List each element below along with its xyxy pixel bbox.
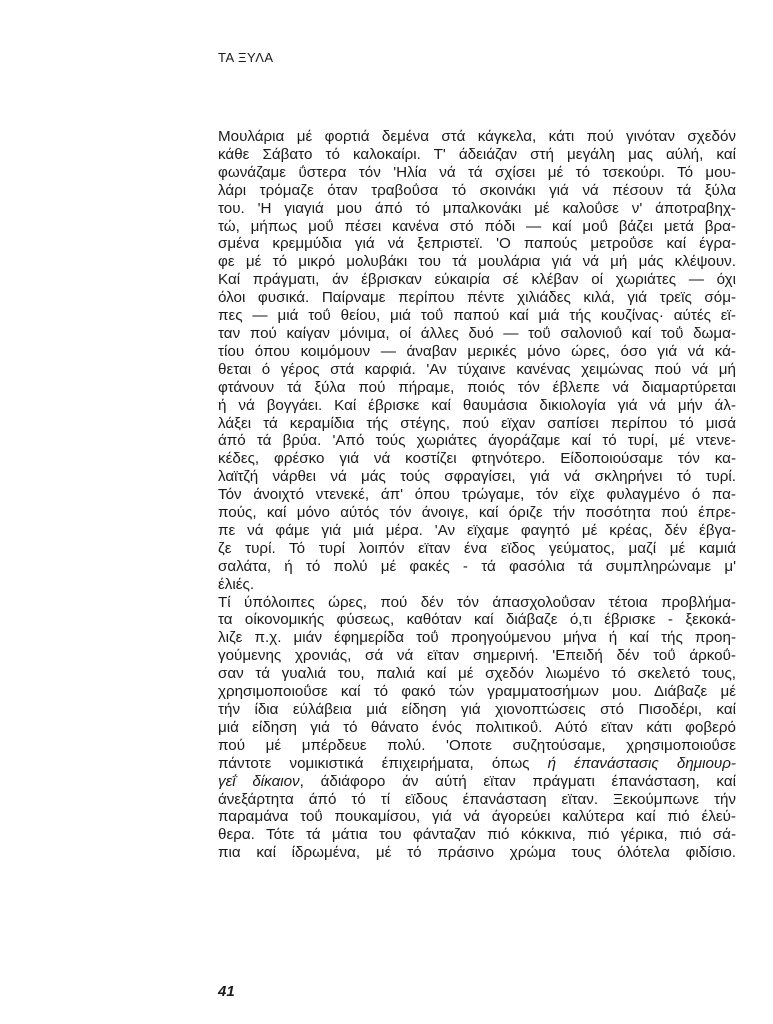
text-line: ή νά βογγάει. Καί έβρισκε καί θαυμάσια δικιολογία γιά νά μήν άλ- — [218, 396, 736, 414]
text-line: παραμάνα τοΰ πουκαμίσου, γιά νά άγορεύει καλύτερα καί πιό έλεύ- — [218, 808, 736, 826]
text-line: άνεξάρτητα άπό τό τί εϊδους έπανάσταση εϊταν. Ξεκούμπωνε τήν — [218, 790, 736, 808]
text-line: τώ, μήπως μοΰ πέσει κανένα στό πόδι — καί μοΰ βάζει μετά βρα- — [218, 217, 736, 235]
text-line: κέδες, φρέσκο γιά νά κοστίζει φτηνότερο. Είδοποιούσαμε τόν κα- — [218, 450, 736, 468]
text-line: σαλάτα, ή τό πολύ μέ φακές - τά φασόλια τά συμπληρώναμε μ' — [218, 557, 736, 575]
text-line: θερα. Τότε τά μάτια του φάνταζαν πιό κόκκινα, πιό γέρικα, πιό σά- — [218, 826, 736, 844]
text-line: πε νά φάμε γιά μιά μέρα. 'Αν εϊχαμε φαγητό μέ κρέας, δέν έβγα- — [218, 521, 736, 539]
text-line: λάξει τά κεραμίδια τής στέγης, πού εϊχαν σαπίσει περίπου τό μισά — [218, 414, 736, 432]
text-line: φωνάζαμε ΰστερα τόν 'Ηλία νά τά σχίσει μέ τό τσεκούρι. Τό μου- — [218, 163, 736, 181]
text-line: λιζε π.χ. μιάν έφημερίδα τοΰ προηγούμενου μήνα ή καί τής προη- — [218, 629, 736, 647]
text-line: όλοι φυσικά. Παίρναμε περίπου πέντε χιλιάδες κιλά, γιά τρεϊς σόμ- — [218, 289, 736, 307]
text-line: πες — μιά τοΰ θείου, μιά τοΰ παπού καί μιά τής κουζίνας· αύτές εϊ- — [218, 307, 736, 325]
text-line: φτάνουν τά ξύλα πού πήραμε, ποιός τόν έβλεπε νά διαμαρτύρεται — [218, 378, 736, 396]
text-line: Μουλάρια μέ φορτιά δεμένα στά κάγκελα, κάτι πού γινόταν σχεδόν — [218, 128, 736, 145]
text-line: Τί ύπόλοιπες ώρες, πού δέν τόν άπασχολοΰσαν τέτοια προβλήμα- — [218, 593, 736, 611]
text-line: του. 'Η γιαγιά μου άπό τό μπαλκονάκι μέ καλοΰσε ν' άποτραβηχ- — [218, 199, 736, 217]
page-number: 41 — [218, 983, 235, 1000]
text-line: τήν ίδια εύλάβεια μιά είδηση γιά χιονοπτώσεις στό Πισοδέρι, καί — [218, 701, 736, 718]
text-line: λαϊτζή νάρθει νά μάς τούς σφραγίσει, γιά νά σκληρήνει τό τυρί. — [218, 468, 736, 486]
text-line: σαν τά γυαλιά του, παλιά καί μέ σχεδόν λιωμένο τό σκελετό τους, — [218, 665, 736, 683]
text-line: πια καί ίδρωμένα, μέ τό πράσινο χρώμα τους όλότελα φιδίσιο. — [218, 844, 736, 862]
text-line: πάντοτε νομικιστικά έπιχειρήματα, όπως ή έπανάστασις δημιουρ- — [218, 754, 736, 772]
text-line: τα οίκονομικής φύσεως, καθόταν καί διάβαζε ό,τι έβρισκε - ξεκοκά- — [218, 611, 736, 629]
running-head: ΤΑ ΞΥΛΑ — [218, 50, 274, 65]
text-line: ταν πού καίγαν μόνιμα, οί άλλες δυό — τοΰ σαλονιοΰ καί τοΰ δωμα- — [218, 324, 736, 342]
text-line: γεΐ δίκαιον, άδιάφορο άν αύτή εϊταν πράγματι έπανάσταση, καί — [218, 772, 736, 790]
body-text — [218, 128, 736, 862]
text-line: ζε τυρί. Τό τυρί λοιπόν εϊταν ένα εϊδος γεύματος, μαζί μέ καμιά — [218, 539, 736, 557]
text-line: λάρι τρόμαζε όταν τραβοΰσα τό σκοινάκι γιά νά πέσουν τά ξύλα — [218, 181, 736, 199]
text-line: κάθε Σάβατο τό καλοκαίρι. Τ' άδειάζαν στή μεγάλη μας αύλή, καί — [218, 145, 736, 163]
text-line: γούμενης χρονιάς, σά νά εϊταν σημερινή. 'Επειδή δέν τοΰ άρκοΰ- — [218, 647, 736, 665]
text-line: Καί πράγματι, άν έβρισκαν εύκαιρία σέ κλέβαν οί χωριάτες — όχι — [218, 271, 736, 289]
text-line: Τόν άνοιχτό ντενεκέ, άπ' όπου τρώγαμε, τόν εϊχε φυλαγμένο ό πα- — [218, 486, 736, 504]
text-line: τίου όπου κοιμόμουν — άναβαν μερικές μόνο ώρες, όσο γιά νά κά- — [218, 342, 736, 360]
text-line: θεται ό γέρος στά καρφιά. 'Αν τύχαινε κανένας χειμώνας πού νά μή — [218, 360, 736, 378]
text-line: μιά είδηση γιά τό θάνατο ένός πολιτικοΰ. Αύτό εϊταν κάτι φοβερό — [218, 718, 736, 736]
text-line: έλιές. — [218, 575, 255, 593]
text-line: φε μέ τό μικρό μολυβάκι του τά μουλάρια γιά νά μή μάς κλέψουν. — [218, 253, 736, 271]
text-line: πού μέ μπέρδευε πολύ. 'Οποτε συζητούσαμε, χρησιμοποιοΰσε — [218, 736, 736, 754]
text-line: πούς, καί μόνο αύτός τόν άνοιγε, καί όριζε τήν ποσότητα πού έπρε- — [218, 504, 736, 522]
text-line: σμένα κρεμμύδια γιά νά ξεπριστεϊ. 'Ο παπούς μετροΰσε καί έγρα- — [218, 235, 736, 253]
text-line: χρησιμοποιοΰσε καί τό φακό τών γραμματοσήμων μου. Διάβαζε μέ — [218, 683, 736, 701]
text-line: άπό τά βρύα. 'Από τούς χωριάτες άγοράζαμε καί τό τυρί, μέ ντενε- — [218, 432, 736, 450]
